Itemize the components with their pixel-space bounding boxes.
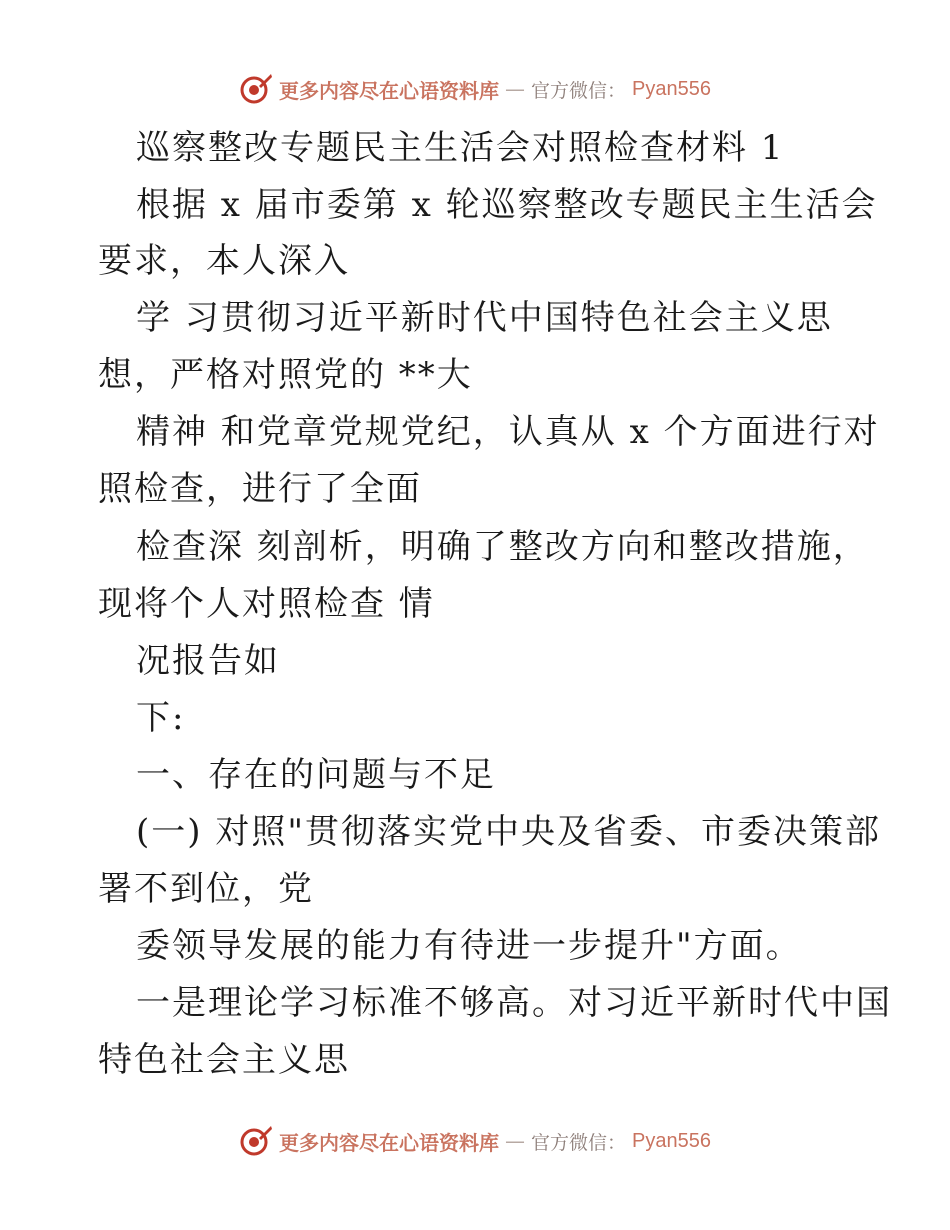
pen-seal-icon: [239, 72, 273, 106]
doc-line: 检查深 刻剖析，明确了整改方向和整改措施，: [136, 527, 869, 567]
doc-line: 学 习贯彻习近平新时代中国特色社会主义思: [136, 298, 833, 338]
doc-line: 精神 和党章党规党纪，认真从 x 个方面进行对: [136, 412, 880, 452]
doc-line: 特色社会主义思: [98, 1040, 350, 1080]
doc-line: 署不到位，党: [98, 869, 314, 909]
doc-line: 根据 x 届市委第 x 轮巡察整改专题民主生活会: [136, 185, 878, 225]
watermark-official-label: 官方微信：: [531, 79, 627, 102]
subsection-heading: (一) 对照"贯彻落实党中央及省委、市委决策部: [136, 812, 881, 852]
doc-line: 照检查，进行了全面: [98, 469, 422, 509]
doc-line: 下:: [136, 698, 186, 738]
watermark-text: 更多内容尽在心语资料库: [279, 78, 499, 103]
watermark-header: [0, 72, 950, 106]
doc-line: 况报告如: [136, 641, 280, 681]
watermark-wechat-id: Pyan556: [632, 77, 711, 100]
doc-line: 一是理论学习标准不够高。对习近平新时代中国: [136, 983, 892, 1023]
watermark-wechat-id: Pyan556: [632, 1129, 711, 1152]
watermark-dash: —: [505, 1129, 525, 1153]
section-heading: 一、存在的问题与不足: [136, 755, 496, 795]
pen-seal-icon: [239, 1124, 273, 1158]
doc-line: 委领导发展的能力有待进一步提升"方面。: [136, 926, 802, 966]
watermark-official-label: 官方微信：: [531, 1131, 627, 1154]
watermark-dash: —: [505, 77, 525, 101]
doc-line: 要求，本人深入: [98, 241, 350, 281]
watermark-footer: [0, 1124, 950, 1158]
doc-title: 巡察整改专题民主生活会对照检查材料 1: [136, 128, 785, 168]
watermark-text: 更多内容尽在心语资料库: [279, 1130, 499, 1155]
doc-line: 现将个人对照检查 情: [98, 584, 435, 624]
doc-line: 想，严格对照党的 **大: [98, 355, 473, 395]
